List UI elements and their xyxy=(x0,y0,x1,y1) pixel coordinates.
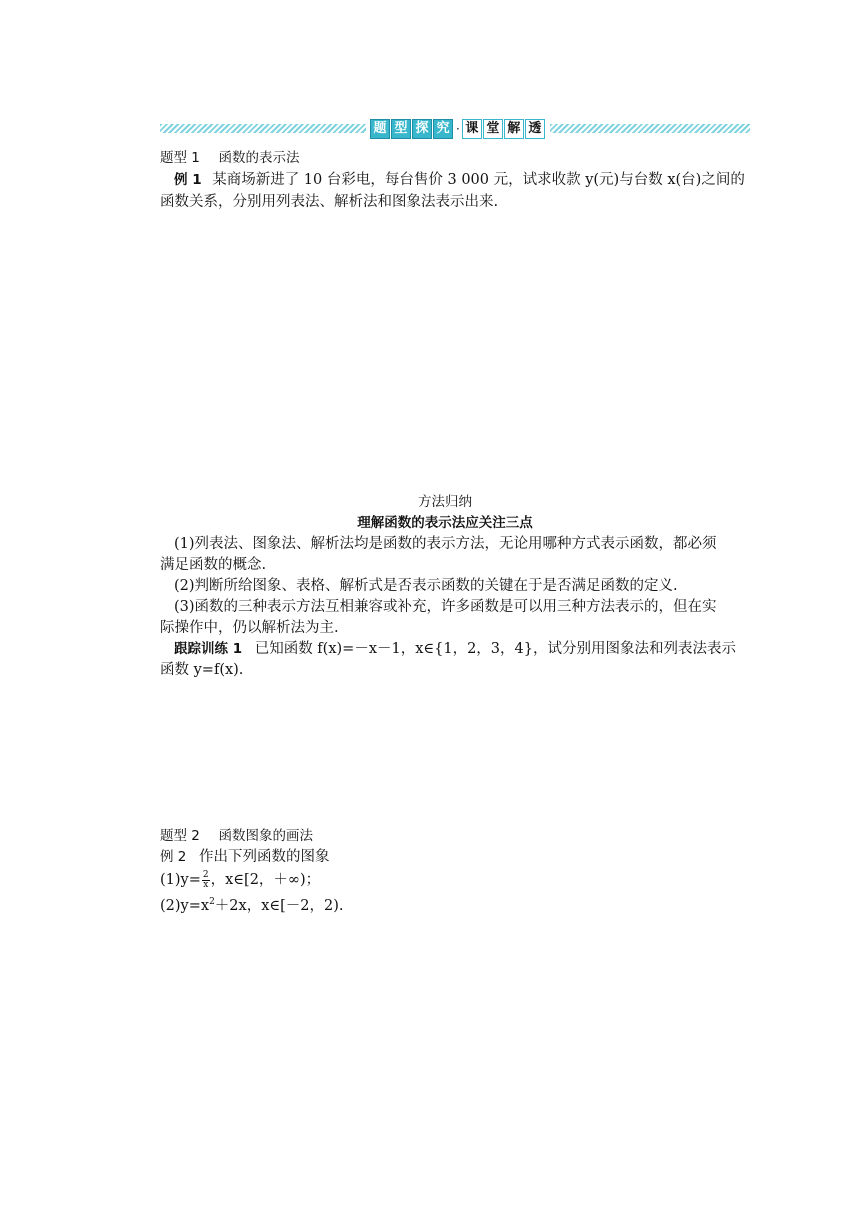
banner-stripe-left xyxy=(160,124,366,133)
method-p1-line1: (1)列表法、图象法、解析法均是函数的表示方法，无论用哪种方式表示函数，都必须 xyxy=(174,536,717,552)
example2-item1 xyxy=(160,870,320,890)
item1-prefix: (1)y= xyxy=(160,872,201,888)
banner-char: 堂 xyxy=(483,119,503,139)
method-p3-line1: (3)函数的三种表示方法互相兼容或补充，许多函数是可以用三种方法表示的，但在实 xyxy=(174,599,717,615)
item2-suffix: ＋2x，x∈[－2，2). xyxy=(214,897,344,914)
banner-dot: · xyxy=(456,122,460,136)
example-label: 例 1 xyxy=(174,172,202,188)
example-text: 作出下列函数的图象 xyxy=(199,849,330,865)
method-p1-line2: 满足函数的概念. xyxy=(160,557,267,573)
banner-char: 究 xyxy=(433,119,453,139)
heading-title: 函数图象的画法 xyxy=(218,828,313,844)
practice-text: 已知函数 f(x)=－x－1，x∈{1，2，3，4}，试分别用图象法和列表法表示 xyxy=(254,641,736,657)
section1-heading xyxy=(160,148,299,168)
banner-title xyxy=(370,118,546,140)
practice-line1 xyxy=(174,639,736,659)
practice-line2: 函数 y=f(x). xyxy=(160,662,244,678)
banner-char: 解 xyxy=(504,119,524,139)
banner-char: 探 xyxy=(412,119,432,139)
banner-char: 课 xyxy=(462,119,482,139)
fraction-denominator: x xyxy=(203,879,209,890)
method-p2: (2)判断所给图象、表格、解析式是否表示函数的关键在于是否满足函数的定义. xyxy=(174,578,678,594)
banner-char: 透 xyxy=(525,119,545,139)
example2-item2 xyxy=(160,892,343,916)
practice-label: 跟踪训练 1 xyxy=(174,641,243,657)
example-label: 例 2 xyxy=(160,849,187,865)
method-subtitle: 理解函数的表示法应关注三点 xyxy=(357,515,533,531)
heading-label: 题型 1 xyxy=(160,150,200,166)
section-banner xyxy=(160,118,750,140)
heading-title: 函数的表示法 xyxy=(218,150,300,166)
banner-char: 题 xyxy=(370,119,390,139)
item2-superscript: 2 xyxy=(209,897,215,907)
method-title: 方法归纳 xyxy=(418,494,472,510)
example1-line2: 函数关系，分别用列表法、解析法和图象法表示出来. xyxy=(160,194,499,210)
banner-char: 型 xyxy=(391,119,411,139)
method-p3-line2: 际操作中，仍以解析法为主. xyxy=(160,620,339,636)
example-text: 某商场新进了 10 台彩电，每台售价 3 000 元，试求收款 y(元)与台数 x(台)之间的 xyxy=(212,172,745,188)
banner-stripe-right xyxy=(550,124,750,133)
example1-line1 xyxy=(160,170,745,190)
fraction-numerator: 2 xyxy=(202,869,209,880)
item1-suffix: ，x∈[2，＋∞)； xyxy=(210,872,321,888)
section2-heading xyxy=(160,826,313,846)
example2-line xyxy=(160,847,330,867)
heading-label: 题型 2 xyxy=(160,828,200,844)
fraction xyxy=(202,871,210,890)
item2-prefix: (2)y=x xyxy=(160,897,210,914)
